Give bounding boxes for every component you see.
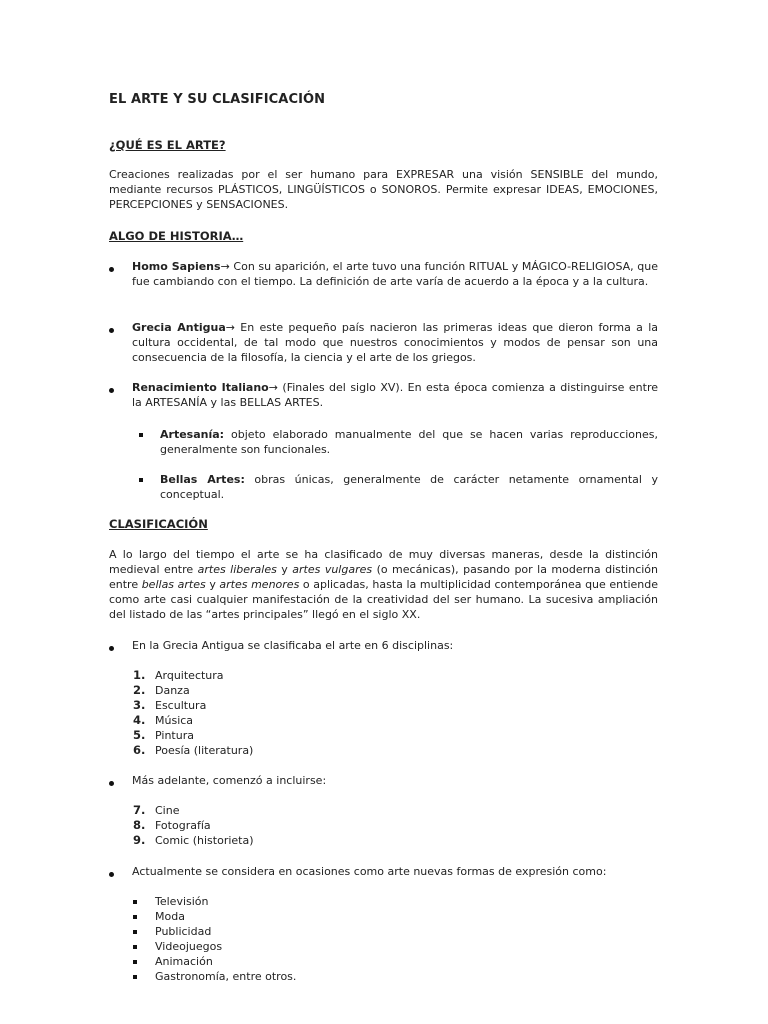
text-run: y: [205, 578, 220, 591]
list-item-text: [132, 259, 658, 289]
item-label: Pintura: [155, 729, 194, 742]
square-list-item: [109, 894, 658, 909]
item-text: (Finales del siglo XV). En esta época comienza a distinguirse entre la ARTESANÍA y las BELLAS ARTES.: [132, 381, 658, 409]
square-bullet: [133, 960, 137, 964]
square-bullet: [133, 900, 137, 904]
numbered-list: [109, 803, 658, 849]
item-bold-label: Renacimiento Italiano: [132, 381, 269, 394]
item-bold-label: Homo Sapiens: [132, 260, 221, 273]
item-number: 9.: [133, 833, 146, 847]
square-bullet: [139, 433, 143, 437]
heading-que-es-el-arte: ¿QUÉ ES EL ARTE?: [109, 138, 226, 152]
text-run: y: [276, 563, 293, 576]
item-label: Televisión: [155, 895, 209, 908]
list-item: [109, 638, 658, 654]
bullet-dot: [109, 646, 114, 651]
item-number: 7.: [133, 803, 146, 817]
arrow-glyph: →: [220, 260, 230, 273]
square-list: [109, 894, 658, 986]
square-list-item: [109, 969, 658, 984]
item-label: Cine: [155, 804, 180, 817]
sub-list-item: [109, 427, 658, 459]
item-number: 2.: [133, 683, 146, 697]
item-number: 1.: [133, 668, 146, 682]
sub-item-bold-label: Bellas Artes:: [160, 473, 245, 486]
item-label: Moda: [155, 910, 185, 923]
item-label: Danza: [155, 684, 190, 697]
text-run: o aplicadas, hasta la multiplicidad contemporánea que entiende como arte casi cualquier manifestación de la creatividad del ser humano. La sucesiva ampliación del listado de las “artes principales” llegó en el siglo XX.: [109, 578, 658, 621]
italic-term: artes liberales: [197, 563, 277, 576]
square-list-item: [109, 909, 658, 924]
sub-item-text: [160, 472, 658, 502]
heading-algo-de-historia: ALGO DE HISTORIA…: [109, 229, 244, 243]
list-item: [109, 864, 658, 880]
list-item: [109, 380, 658, 412]
text-run: (o mecánicas), pasando por la moderna distinción entre: [109, 563, 658, 591]
italic-term: bellas artes: [141, 578, 206, 591]
square-list-item: [109, 939, 658, 954]
sub-item-text-body: obras únicas, generalmente de carácter netamente ornamental y conceptual.: [160, 473, 658, 501]
text-run: A lo largo del tiempo el arte se ha clasificado de muy diversas maneras, desde la distinción medieval entre: [109, 548, 658, 576]
list-item-text: [132, 380, 658, 410]
list-item-text: En la Grecia Antigua se clasificaba el arte en 6 disciplinas:: [132, 639, 454, 652]
square-bullet: [133, 915, 137, 919]
item-label: Animación: [155, 955, 213, 968]
arrow-glyph: →: [268, 381, 278, 394]
bullet-dot: [109, 267, 114, 272]
sub-item-text: [160, 427, 658, 457]
sub-item-bold-label: Artesanía:: [160, 428, 225, 441]
list-item: [109, 320, 658, 366]
list-item-text: Más adelante, comenzó a incluirse:: [132, 774, 327, 787]
square-list-item: [109, 924, 658, 939]
item-label: Comic (historieta): [155, 834, 254, 847]
paragraph-definition: Creaciones realizadas por el ser humano para EXPRESAR una visión SENSIBLE del mundo, mediante recursos PLÁSTICOS, LINGÜÍSTICOS o SONOROS. Permite expresar IDEAS, EMOCIONES, PERCEPCIONES y SENSACIONES.: [109, 168, 658, 211]
item-label: Videojuegos: [155, 940, 223, 953]
item-label: Poesía (literatura): [155, 744, 254, 757]
list-item-text: [132, 320, 658, 365]
arrow-glyph: →: [225, 321, 235, 334]
bullet-dot: [109, 388, 114, 393]
heading-clasificacion: CLASIFICACIÓN: [109, 517, 208, 531]
square-bullet: [133, 930, 137, 934]
square-bullet: [133, 975, 137, 979]
item-bold-label: Grecia Antigua: [132, 321, 226, 334]
sub-list-item: [109, 472, 658, 504]
italic-term: artes vulgares: [292, 563, 373, 576]
list-item: [109, 773, 658, 789]
item-number: 4.: [133, 713, 146, 727]
item-label: Publicidad: [155, 925, 212, 938]
item-label: Fotografía: [155, 819, 211, 832]
sub-item-text-body: objeto elaborado manualmente del que se hacen varias reproducciones, generalmente son funcionales.: [160, 428, 658, 456]
bullet-dot: [109, 781, 114, 786]
italic-term: artes menores: [219, 578, 300, 591]
bullet-dot: [109, 872, 114, 877]
square-list-item: [109, 954, 658, 969]
numbered-list: [109, 668, 658, 760]
item-number: 6.: [133, 743, 146, 757]
bullet-dot: [109, 328, 114, 333]
item-label: Arquitectura: [155, 669, 224, 682]
item-label: Música: [155, 714, 194, 727]
square-bullet: [133, 945, 137, 949]
document-title: EL ARTE Y SU CLASIFICACIÓN: [109, 92, 326, 107]
square-bullet: [139, 478, 143, 482]
item-text: En este pequeño país nacieron las primeras ideas que dieron forma a la cultura occidental, de tal modo que nuestros conocimientos y modos de pensar son una consecuencia de la filosofía, la ciencia y el arte de los griegos.: [132, 321, 658, 364]
paragraph-classification: [109, 547, 658, 622]
item-label: Escultura: [155, 699, 207, 712]
list-item: [109, 259, 658, 305]
item-label: Gastronomía, entre otros.: [155, 970, 297, 983]
item-text: Con su aparición, el arte tuvo una función RITUAL y MÁGICO-RELIGIOSA, que fue cambiando con el tiempo. La definición de arte varía de acuerdo a la época y a la cultura.: [132, 260, 659, 288]
item-number: 8.: [133, 818, 146, 832]
list-item-text: Actualmente se considera en ocasiones como arte nuevas formas de expresión como:: [132, 865, 607, 878]
item-number: 5.: [133, 728, 146, 742]
item-number: 3.: [133, 698, 146, 712]
